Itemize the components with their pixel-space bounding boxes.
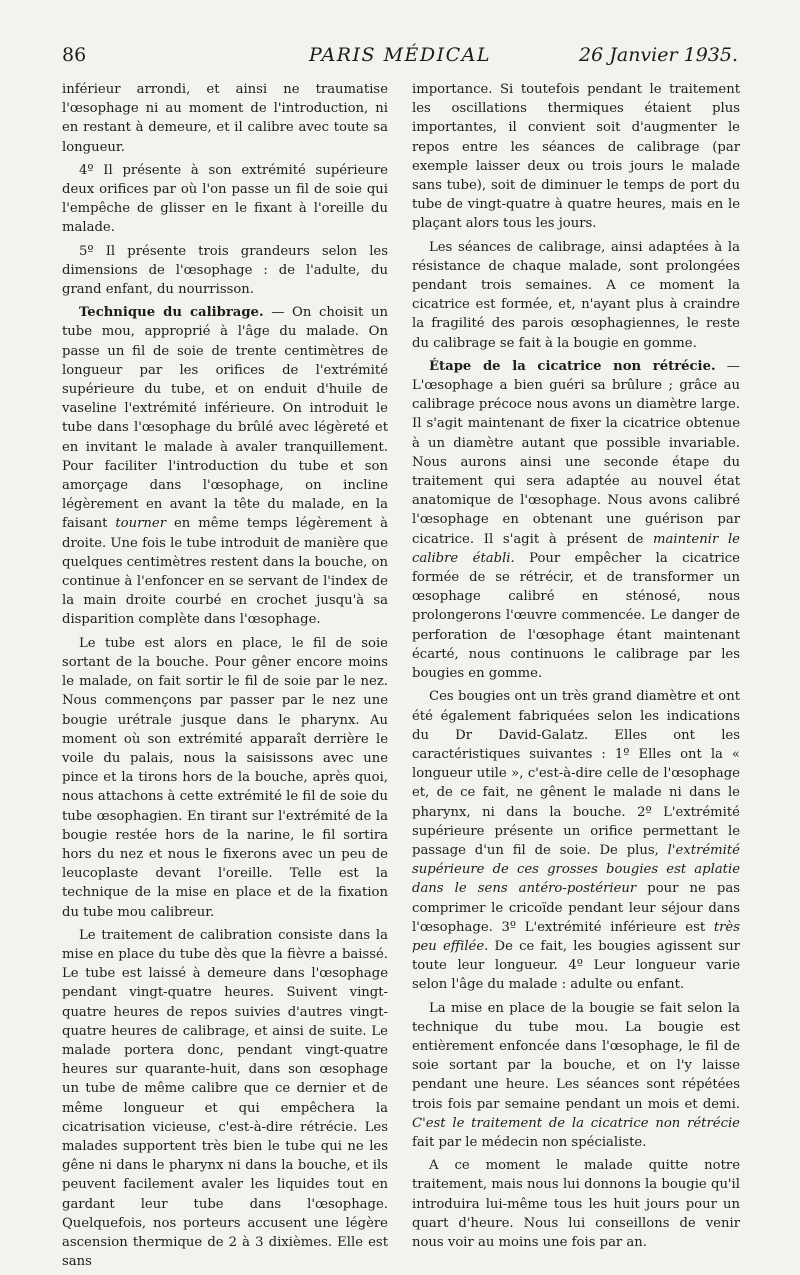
section-heading: Étape de la cicatrice non rétrécie. xyxy=(429,358,716,374)
paragraph: Technique du calibrage. — On choisit un tube mou, approprié à l'âge du malade. On passe un fil de soie de trente centimètres de longueur par les orifices de l'extrémité supérieure du tube, et on enduit d'huile de vaseline l'extrémité inférieure. On introduit le tube dans l'œsophage du brûlé avec légèreté et en invitant le malade à avaler tranquillement. Pour faciliter l'introduction du tube et son amorçage dans l'œsophage, on incline légèrement en avant la tête du malade, en la faisant tourner en même temps légèrement à droite. Une fois le tube introduit de manière que quelques centimètres restent dans la bouche, on continue à l'enfoncer en se servant de l'index de la main droite courbé en crochet jusqu'à sa disparition complète dans l'œsophage. xyxy=(62,305,388,628)
journal-title: PARIS MÉDICAL xyxy=(308,44,492,66)
paragraph: Étape de la cicatrice non rétrécie. — L'œsophage a bien guéri sa brûlure ; grâce au calibrage précoce nous avons un diamètre large. Il s'agit maintenant de fixer la cicatrice obtenue à un diamètre autant que possible invariable. Nous aurons ainsi une seconde étape du traitement qui sera adaptée au nouvel état anatomique de l'œsophage. Nous avons calibré l'œsophage en obtenant une guérison par cicatrice. Il s'agit à présent de maintenir le calibre établi. Pour empêcher la cicatrice formée de se rétrécir, et de transformer un œsophage calibré en sténosé, nous prolongerons l'œuvre commencée. Le danger de perforation de l'œsophage étant maintenant écarté, nous continuons le calibrage par les bougies en gomme. xyxy=(412,358,740,682)
paragraph: 4º Il présente à son extrémité supérieure deux orifices par où l'on passe un fil de soie qui l'empêche de glisser en le fixant à l'oreille du malade. xyxy=(62,162,388,236)
page-number: 86 xyxy=(62,44,87,66)
issue-date: 26 Janvier 1935. xyxy=(579,44,738,66)
right-column xyxy=(412,80,740,1256)
section-heading: Technique du calibrage. xyxy=(79,305,264,321)
paragraph: Les séances de calibrage, ainsi adaptées à la résistance de chaque malade, sont prolongées pendant trois semaines. A ce moment la cicatrice est formée, et, n'ayant plus à craindre la fragilité des parois œsophagiennes, le reste du calibrage se fait à la bougie en gomme. xyxy=(412,239,740,351)
paragraph: importance. Si toutefois pendant le traitement les oscillations thermiques étaient plus importantes, il convient soit d'augmenter le repos entre les séances de calibrage (par exemple laisser deux ou trois jours le malade sans tube), soit de diminuer le temps de port du tube de vingt-quatre à quatre heures, mais en le plaçant alors tous les jours. xyxy=(412,82,740,232)
paragraph: Le tube est alors en place, le fil de soie sortant de la bouche. Pour gêner encore moins le malade, on fait sortir le fil de soie par le nez. Nous commençons par passer par le nez une bougie urétrale jusque dans le pharynx. Au moment où son extrémité apparaît derrière le voile du palais, nous la saisissons avec une pince et la tirons hors de la bouche, après quoi, nous attachons à cette extrémité le fil de soie du tube œsophagien. En tirant sur l'extrémité de la bougie restée hors de la narine, le fil sortira hors du nez et nous le fixerons avec un peu de leucoplaste devant l'oreille. Telle est la technique de la mise en place et de la fixation du tube mou calibreur. xyxy=(62,635,388,920)
paragraph: Le traitement de calibration consiste dans la mise en place du tube dès que la fièvre a baissé. Le tube est laissé à demeure dans l'œsophage pendant vingt-quatre heures. Suivent vingt-quatre heures de repos suivies d'autres vingt-quatre heures de calibrage, et ainsi de suite. Le malade portera donc, pendant vingt-quatre heures sur quarante-huit, dans son œsophage un tube de même calibre que ce dernier et de même longueur et qui empêchera la cicatrisation vicieuse, c'est-à-dire rétrécie. Les malades supportent très bien le tube qui ne les gêne ni dans le pharynx ni dans la bouche, et ils peuvent facilement avaler les liquides tout en gardant leur tube dans l'œsophage. Quelquefois, nos porteurs accusent une légère ascension thermique de 2 à 3 dixièmes. Elle est sans xyxy=(62,927,388,1270)
running-header xyxy=(62,44,738,74)
paragraph: Ces bougies ont un très grand diamètre et ont été également fabriquées selon les indications du Dr David-Galatz. Elles ont les caractéristiques suivantes : 1º Elles ont la « longueur utile », c'est-à-dire celle de l'œsophage et, de ce fait, ne gênent le malade ni dans le pharynx, ni dans la bouche. 2º L'extrémité supérieure présente un orifice permettant le passage d'un fil de soie. De plus, l'extrémité supérieure de ces grosses bougies est aplatie dans le sens antéro-postérieur pour ne pas comprimer le cricoïde pendant leur séjour dans l'œsophage. 3º L'extrémité inférieure est très peu effilée. De ce fait, les bougies agissent sur toute leur longueur. 4º Leur longueur varie selon l'âge du malade : adulte ou enfant. xyxy=(412,689,740,993)
left-column xyxy=(62,80,388,1275)
paragraph: inférieur arrondi, et ainsi ne traumatise l'œsophage ni au moment de l'introduction, ni en restant à demeure, et il calibre avec toute sa longueur. xyxy=(62,82,388,155)
paragraph: La mise en place de la bougie se fait selon la technique du tube mou. La bougie est entièrement enfoncée dans l'œsophage, le fil de soie sortant par la bouche, et on l'y laisse pendant une heure. Les séances sont répétées trois fois par semaine pendant un mois et demi. C'est le traitement de la cicatrice non rétrécie fait par le médecin non spécialiste. xyxy=(412,1000,740,1150)
paragraph: 5º Il présente trois grandeurs selon les dimensions de l'œsophage : de l'adulte, du grand enfant, du nourrisson. xyxy=(62,243,388,298)
paragraph: A ce moment le malade quitte notre traitement, mais nous lui donnons la bougie qu'il introduira lui-même tous les huit jours pour un quart d'heure. Nous lui conseillons de venir nous voir au moins une fois par an. xyxy=(412,1158,740,1250)
